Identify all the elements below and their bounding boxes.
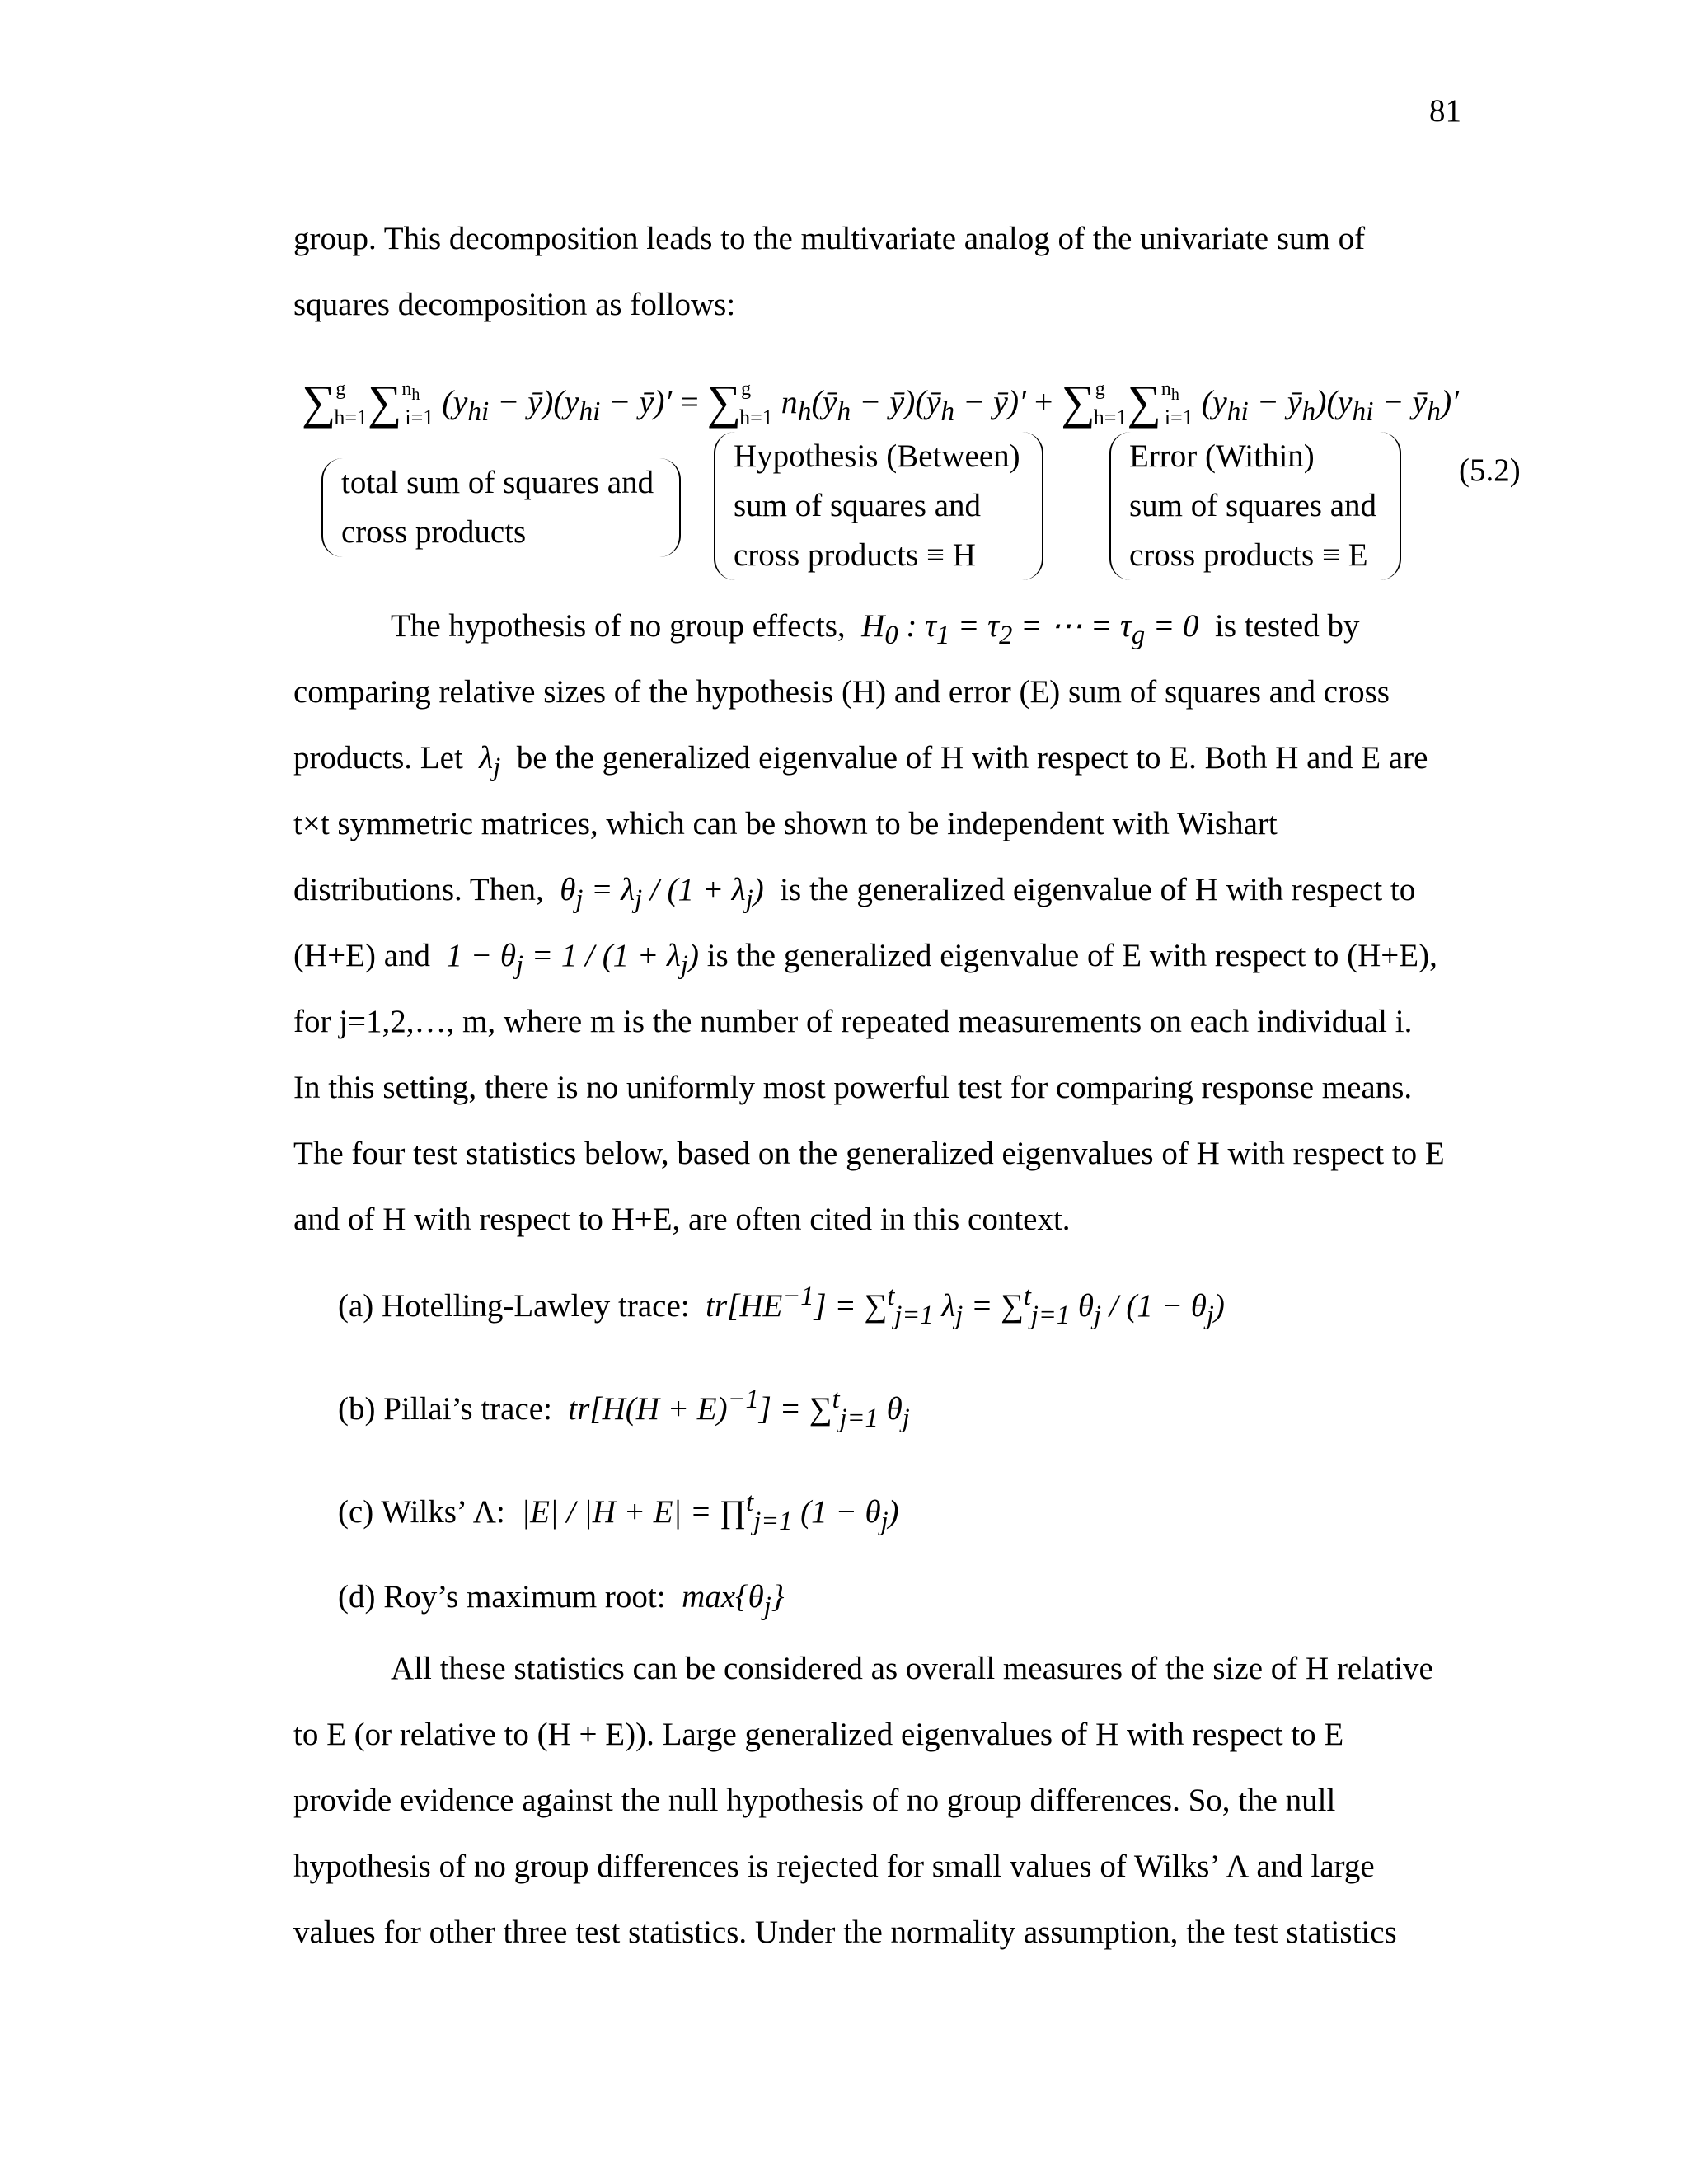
equation-5-2-formula: ∑$^g_{h=1}$∑$^{n_h}_{i=1}$ ($y_{hi}$ − $ȳ)(y_{hi}$ − ȳ)′ = ∑$^g_{h=1}$ $n_h(ȳ_h$ − $ȳ)(ȳ_h$ − ȳ)′ + ∑$^g_{h=1}$∑$^{n_h}_{i=1}$ ($y_{hi}$ − $ȳ_h)(y_{hi}$ − $ȳ_h)'$ [302, 375, 1459, 429]
stat-formula: $tr[H(H + E)^{-1}] = \sum^t_{j=1}$ $\theta_j$ [560, 1385, 910, 1433]
stat-hotelling-lawley [338, 1282, 1225, 1331]
stat-wilks [338, 1488, 899, 1537]
label-line: Error (Within) [1129, 438, 1315, 474]
one-minus-theta-formula: $1 - \theta_j = 1 / (1 + \lambda_j)$ [438, 938, 699, 980]
label-line: total sum of squares and [341, 465, 654, 500]
error-ss-label [1109, 432, 1401, 580]
theta-line [293, 874, 1415, 912]
text-fragment: distributions. Then, [293, 872, 544, 907]
stat-formula: $tr[HE^{-1}] = \sum^t_{j=1}$ $\lambda_j = \sum^t_{j=1}$ $\theta_j / (1 - \theta_j)$ [697, 1282, 1225, 1330]
text-line: to E (or relative to (H + E)). Large generalized eigenvalues of H with respect to E [293, 1717, 1344, 1752]
stat-label: (c) Wilks’ Λ: [338, 1494, 505, 1530]
text-fragment: (H+E) and [293, 938, 431, 973]
text-fragment: is the generalized eigenvalue of E with respect to (H+E), [706, 938, 1437, 973]
label-line: sum of squares and [734, 488, 982, 523]
text-line: group. This decomposition leads to the multivariate analog of the univariate sum of [293, 221, 1366, 256]
stat-formula: $\max\{\theta_j\}$ [673, 1579, 785, 1621]
equation-number: (5.2) [1459, 452, 1521, 488]
text-line: provide evidence against the null hypothesis of no group differences. So, the null [293, 1783, 1336, 1818]
label-line: cross products ≡ H [734, 537, 976, 573]
text-fragment: is tested by [1214, 608, 1360, 644]
one-minus-theta-line [293, 940, 1437, 978]
text-fragment: be the generalized eigenvalue of H with respect to E. Both H and E are [516, 740, 1428, 776]
h0-formula: $H_0$ : $\tau_1 = \tau_2$ = ⋯ = $\tau_g = 0$ [853, 608, 1207, 650]
stat-roy [338, 1578, 784, 1622]
text-line: t×t symmetric matrices, which can be shown to be independent with Wishart [293, 806, 1278, 841]
label-line: sum of squares and [1129, 488, 1377, 523]
text-fragment: products. Let [293, 740, 463, 776]
stat-label: (a) Hotelling-Lawley trace: [338, 1288, 690, 1324]
text-fragment: The hypothesis of no group effects, [391, 608, 846, 644]
label-line: Hypothesis (Between) [734, 438, 1020, 474]
theta-formula: $\theta_j = \lambda_j / (1 + \lambda_j)$ [551, 872, 772, 914]
text-line: squares decomposition as follows: [293, 287, 736, 322]
text-line: All these statistics can be considered as overall measures of the size of H relative [391, 1651, 1433, 1686]
text-line: for j=1,2,…, m, where m is the number of repeated measurements on each individual i. [293, 1004, 1413, 1039]
stat-formula: |E| / |H + E| = ∏$^t_{j=1}$ $(1 - \theta_j)$ [513, 1488, 899, 1536]
stat-label: (b) Pillai’s trace: [338, 1391, 552, 1427]
text-line: hypothesis of no group differences is rejected for small values of Wilks’ Λ and large [293, 1849, 1375, 1884]
hypothesis-line [391, 610, 1359, 649]
text-line: The four test statistics below, based on the generalized eigenvalues of H with respect to E [293, 1136, 1445, 1171]
total-ss-label [321, 458, 681, 557]
stat-pillai [338, 1385, 910, 1434]
label-line: cross products ≡ E [1129, 537, 1368, 573]
lambda-line [293, 742, 1428, 780]
text-line: In this setting, there is no uniformly most powerful test for comparing response means. [293, 1070, 1413, 1105]
text-line: and of H with respect to H+E, are often cited in this context. [293, 1202, 1071, 1237]
text-line: values for other three test statistics. Under the normality assumption, the test statistics [293, 1915, 1397, 1950]
lambda-j: $\lambda_j$ [471, 740, 501, 782]
text-fragment: is the generalized eigenvalue of H with respect to [780, 872, 1416, 907]
page-number: 81 [1429, 93, 1461, 129]
text-line: comparing relative sizes of the hypothesis (H) and error (E) sum of squares and cross [293, 674, 1390, 710]
hypothesis-ss-label [714, 432, 1043, 580]
stat-label: (d) Roy’s maximum root: [338, 1579, 666, 1615]
label-line: cross products [341, 514, 527, 550]
